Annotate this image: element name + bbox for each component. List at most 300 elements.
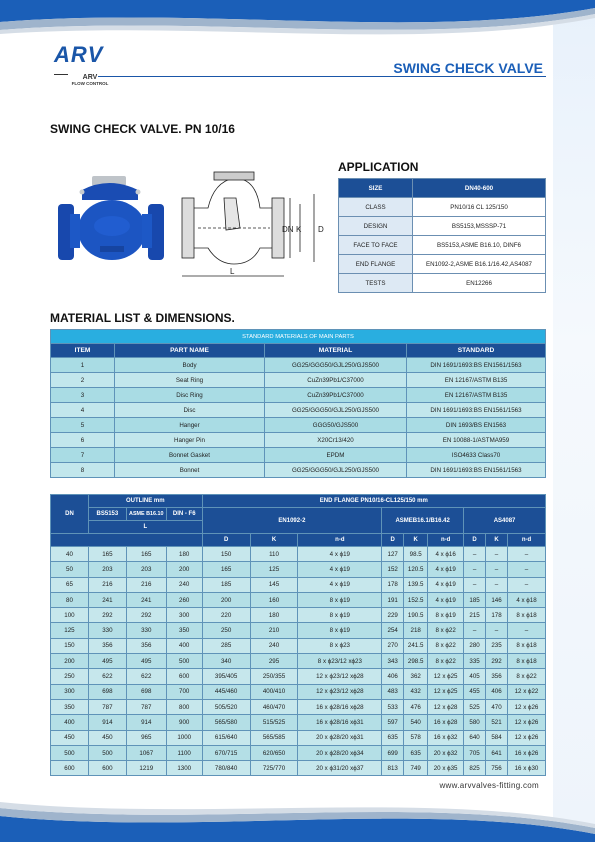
dimensions-cell: 8 x ϕ22 [428, 623, 464, 638]
dimensions-cell: 635 [382, 730, 404, 745]
dimensions-cell: 813 [382, 761, 404, 776]
dimensions-cell: 597 [382, 715, 404, 730]
dimensions-cell: 260 [166, 592, 202, 607]
dimensions-cell: 756 [486, 761, 508, 776]
dimensions-cell: 470 [486, 699, 508, 714]
dimensions-row [51, 562, 546, 577]
dimensions-cell: – [464, 562, 486, 577]
dimensions-cell: 825 [464, 761, 486, 776]
materials-cell: Seat Ring [115, 373, 265, 388]
dimensions-cell: 215 [464, 608, 486, 623]
dimensions-cell: 8 x ϕ22 [428, 638, 464, 653]
dimensions-row [51, 654, 546, 669]
materials-cell: EN 12167/ASTM B135 [407, 373, 546, 388]
dimensions-cell: 191 [382, 592, 404, 607]
dimensions-cell: 12 x ϕ26 [508, 715, 546, 730]
dimensions-row [51, 623, 546, 638]
dimensions-subheader-nd: n-d [428, 534, 464, 547]
dimensions-header-bs5153: BS5153 [88, 508, 126, 521]
dimensions-cell: 220 [202, 608, 250, 623]
dimensions-cell: 4 x ϕ19 [428, 577, 464, 592]
dimensions-cell: 80 [51, 592, 89, 607]
dimensions-cell: – [486, 562, 508, 577]
dimensions-cell: 500 [51, 745, 89, 760]
materials-cell: CuZn39Pb1/C37000 [265, 388, 407, 403]
dimensions-subheader-row [51, 534, 546, 547]
dimensions-cell: 406 [382, 669, 404, 684]
dimensions-cell: 8 x ϕ18 [508, 638, 546, 653]
logo-tagline: FLOW CONTROL [71, 81, 109, 86]
application-value: BS5153,MSSSP-71 [413, 217, 546, 236]
dimensions-cell: 780/840 [202, 761, 250, 776]
dimensions-cell: 12 x ϕ28 [428, 699, 464, 714]
dimensions-cell: 787 [126, 699, 166, 714]
dimensions-header-din: DIN - F6 [166, 508, 202, 521]
dimensions-cell: 280 [464, 638, 486, 653]
logo-name: ARV [82, 74, 98, 81]
page-title: SWING CHECK VALVE [393, 60, 543, 76]
valve-section-drawing [178, 168, 334, 286]
dimensions-cell: 405 [464, 669, 486, 684]
materials-row [51, 358, 546, 373]
dimensions-cell: 8 x ϕ19 [298, 623, 382, 638]
dimensions-cell: 125 [250, 562, 298, 577]
dimensions-row [51, 608, 546, 623]
materials-header-part: PART NAME [115, 344, 265, 358]
dimensions-cell: 241 [126, 592, 166, 607]
dimensions-cell: 292 [486, 654, 508, 669]
materials-cell: DIN 1693/BS EN1563 [407, 418, 546, 433]
application-row [339, 217, 546, 236]
dimensions-cell: 640 [464, 730, 486, 745]
dimensions-cell: 705 [464, 745, 486, 760]
dimensions-cell: 210 [250, 623, 298, 638]
dimensions-cell: 110 [250, 547, 298, 562]
materials-cell: EPDM [265, 448, 407, 463]
dimensions-cell: 150 [51, 638, 89, 653]
dimensions-subheader-d: D [382, 534, 404, 547]
dimensions-cell: 455 [464, 684, 486, 699]
dimensions-cell: 127 [382, 547, 404, 562]
dimensions-cell: 615/640 [202, 730, 250, 745]
dimensions-cell: 298.5 [404, 654, 428, 669]
application-header-row [339, 179, 546, 198]
dimensions-cell: 356 [486, 669, 508, 684]
dimensions-cell: 178 [382, 577, 404, 592]
dimensions-row [51, 547, 546, 562]
application-label: CLASS [339, 198, 413, 217]
materials-cell: 5 [51, 418, 115, 433]
dimensions-subheader-nd: n-d [298, 534, 382, 547]
dimensions-subheader-k: K [404, 534, 428, 547]
dimensions-cell: 180 [166, 547, 202, 562]
dimensions-cell: 250 [51, 669, 89, 684]
dimensions-cell: 356 [126, 638, 166, 653]
dimensions-cell: 165 [202, 562, 250, 577]
dimensions-cell: 699 [382, 745, 404, 760]
dimensions-cell: 12 x ϕ23/12 xϕ28 [298, 669, 382, 684]
dimensions-cell: 495 [126, 654, 166, 669]
dimensions-cell: – [508, 577, 546, 592]
dimensions-cell: 250/355 [250, 669, 298, 684]
dimensions-cell: 749 [404, 761, 428, 776]
materials-cell: DIN 1691/1693:BS EN1561/1563 [407, 463, 546, 478]
dimensions-cell: 218 [404, 623, 428, 638]
dimensions-row [51, 669, 546, 684]
dimensions-cell: 505/520 [202, 699, 250, 714]
dimensions-cell: 406 [486, 684, 508, 699]
materials-header-standard: STANDARD [407, 344, 546, 358]
dimensions-cell: 165 [88, 547, 126, 562]
materials-header-item: ITEM [51, 344, 115, 358]
materials-cell: 8 [51, 463, 115, 478]
dimensions-cell: 620/650 [250, 745, 298, 760]
dimensions-header-dn: DN [51, 495, 89, 534]
dimensions-cell: 445/460 [202, 684, 250, 699]
dimensions-cell: 584 [486, 730, 508, 745]
application-row [339, 255, 546, 274]
dimensions-cell: 1100 [166, 745, 202, 760]
application-size-label: SIZE [339, 179, 413, 198]
dimensions-cell: 12 x ϕ26 [508, 730, 546, 745]
dimensions-row [51, 730, 546, 745]
dimensions-cell: 200 [166, 562, 202, 577]
dimensions-cell: 635 [404, 745, 428, 760]
dimensions-row [51, 638, 546, 653]
dimensions-cell: 16 x ϕ28/16 xϕ31 [298, 715, 382, 730]
application-label: DESIGN [339, 217, 413, 236]
dimensions-cell: 65 [51, 577, 89, 592]
dimensions-cell: 356 [88, 638, 126, 653]
dimensions-header-row [51, 508, 546, 521]
application-label: FACE TO FACE [339, 236, 413, 255]
dimensions-cell: 200 [51, 654, 89, 669]
dimensions-cell: 16 x ϕ26 [508, 745, 546, 760]
dimensions-header-asme: ASME B16.10 [126, 508, 166, 521]
dimensions-header-as4087: AS4087 [464, 508, 546, 534]
dimensions-cell: – [464, 547, 486, 562]
dimensions-cell: 160 [250, 592, 298, 607]
materials-cell: Bonnet Gasket [115, 448, 265, 463]
application-label: END FLANGE [339, 255, 413, 274]
dimensions-subheader-k: K [486, 534, 508, 547]
dimensions-cell: 580 [464, 715, 486, 730]
dimensions-cell: 120.5 [404, 562, 428, 577]
dimensions-cell: 190.5 [404, 608, 428, 623]
materials-cell: Hanger Pin [115, 433, 265, 448]
dimensions-cell: 16 x ϕ32 [428, 730, 464, 745]
application-size-value: DN40-600 [413, 179, 546, 198]
dimensions-cell: 432 [404, 684, 428, 699]
dimensions-cell: 350 [51, 699, 89, 714]
application-title: APPLICATION [338, 160, 419, 174]
dimensions-cell: 700 [166, 684, 202, 699]
dimensions-cell: 178 [486, 608, 508, 623]
dimensions-cell: 292 [88, 608, 126, 623]
footer-swoosh-graphic [0, 782, 595, 842]
dimensions-cell: 8 x ϕ19 [428, 608, 464, 623]
dimensions-table [50, 494, 546, 776]
dimensions-cell: 8 x ϕ23/12 xϕ23 [298, 654, 382, 669]
dimensions-cell: 100 [51, 608, 89, 623]
dimensions-cell: 203 [88, 562, 126, 577]
materials-row [51, 388, 546, 403]
dimensions-cell: 4 x ϕ19 [298, 562, 382, 577]
dimensions-cell: 395/405 [202, 669, 250, 684]
dimensions-cell: 150 [202, 547, 250, 562]
materials-row [51, 373, 546, 388]
dimensions-header-en1092: EN1092-2 [202, 508, 382, 534]
dimensions-cell: 125 [51, 623, 89, 638]
dimensions-cell: 8 x ϕ22 [508, 669, 546, 684]
dimensions-cell: 12 x ϕ25 [428, 684, 464, 699]
dimensions-cell: 476 [404, 699, 428, 714]
dimensions-cell: 50 [51, 562, 89, 577]
application-value: EN1092-2,ASME B16.1/16.42,AS4087 [413, 255, 546, 274]
dimensions-cell: 270 [382, 638, 404, 653]
dimensions-cell: 483 [382, 684, 404, 699]
materials-cell: EN 10088-1/ASTMA959 [407, 433, 546, 448]
materials-row [51, 463, 546, 478]
dimensions-cell: 8 x ϕ22 [428, 654, 464, 669]
dimensions-cell: 600 [166, 669, 202, 684]
dimensions-row [51, 715, 546, 730]
dimensions-cell: 450 [51, 730, 89, 745]
dimensions-cell: 900 [166, 715, 202, 730]
dimensions-header-asmeb16: ASMEB16.1/B16.42 [382, 508, 464, 534]
dimensions-cell: 292 [126, 608, 166, 623]
dimensions-cell: 16 x ϕ28 [428, 715, 464, 730]
application-value: BS5153,ASME B16.10, DINF6 [413, 236, 546, 255]
dimensions-cell: 216 [88, 577, 126, 592]
dimensions-cell: 300 [51, 684, 89, 699]
application-table [338, 178, 546, 293]
dimensions-cell: – [486, 577, 508, 592]
dimensions-cell: 16 x ϕ30 [508, 761, 546, 776]
dimensions-cell: 600 [88, 761, 126, 776]
dimensions-cell: 240 [250, 638, 298, 653]
dimensions-subheader-d: D [202, 534, 250, 547]
dimensions-cell: 1000 [166, 730, 202, 745]
dimensions-row [51, 684, 546, 699]
materials-table [50, 329, 546, 478]
materials-cell: ISO4633 Class70 [407, 448, 546, 463]
dimensions-cell: 460/470 [250, 699, 298, 714]
materials-cell: Body [115, 358, 265, 373]
dimensions-cell: 152.5 [404, 592, 428, 607]
dimensions-cell: 515/525 [250, 715, 298, 730]
dimensions-cell: 965 [126, 730, 166, 745]
dimensions-cell: 400 [51, 715, 89, 730]
dimensions-cell: 400 [166, 638, 202, 653]
materials-cell: X20Cr13/420 [265, 433, 407, 448]
dimensions-cell: 20 x ϕ32 [428, 745, 464, 760]
dimensions-cell: 350 [166, 623, 202, 638]
dimensions-cell: 1219 [126, 761, 166, 776]
dimensions-row [51, 699, 546, 714]
dimensions-cell: 8 x ϕ23 [298, 638, 382, 653]
dimensions-cell: 622 [88, 669, 126, 684]
dimensions-cell: 4 x ϕ19 [298, 547, 382, 562]
dimensions-cell: 12 x ϕ25 [428, 669, 464, 684]
dimensions-cell: – [486, 547, 508, 562]
dimensions-cell: 600 [51, 761, 89, 776]
dimensions-cell: 525 [464, 699, 486, 714]
materials-cell: CuZn39Pb1/C37000 [265, 373, 407, 388]
dimensions-cell: 185 [464, 592, 486, 607]
dimensions-cell: 20 x ϕ31/20 xϕ37 [298, 761, 382, 776]
dim-label-dn: DN [282, 225, 294, 234]
dimensions-cell: 533 [382, 699, 404, 714]
materials-header-row [51, 344, 546, 358]
materials-cell: Disc [115, 403, 265, 418]
dimensions-cell: 4 x ϕ19 [428, 592, 464, 607]
dimensions-cell: 20 x ϕ28/20 xϕ31 [298, 730, 382, 745]
dimensions-subheader-d: D [464, 534, 486, 547]
dimensions-subheader-k: K [250, 534, 298, 547]
dimensions-cell: 180 [250, 608, 298, 623]
website-url: www.arvvalves-fitting.com [439, 781, 539, 790]
dimensions-cell: – [508, 623, 546, 638]
dimensions-cell: 565/580 [202, 715, 250, 730]
application-row [339, 236, 546, 255]
dimensions-cell: 185 [202, 577, 250, 592]
materials-cell: GG25/GGG50/GJL250/GJS500 [265, 403, 407, 418]
page-side-strip [553, 10, 595, 842]
dimensions-cell: 139.5 [404, 577, 428, 592]
materials-row [51, 418, 546, 433]
materials-title: MATERIAL LIST & DIMENSIONS. [50, 311, 235, 325]
materials-row [51, 448, 546, 463]
dimensions-cell: 670/715 [202, 745, 250, 760]
dimensions-cell: 330 [126, 623, 166, 638]
dimensions-cell: 145 [250, 577, 298, 592]
materials-cell: Hanger [115, 418, 265, 433]
dimensions-cell: 400/410 [250, 684, 298, 699]
dimensions-cell: 725/770 [250, 761, 298, 776]
dimensions-cell: 250 [202, 623, 250, 638]
dimensions-cell: 4 x ϕ19 [298, 577, 382, 592]
dim-label-d: D [318, 225, 324, 234]
header-rule [98, 76, 546, 77]
dimensions-cell: 4 x ϕ18 [508, 592, 546, 607]
dimensions-row [51, 592, 546, 607]
dimensions-header-l: L [88, 521, 202, 534]
dimensions-cell: 641 [486, 745, 508, 760]
dimensions-cell: 1067 [126, 745, 166, 760]
materials-cell: 7 [51, 448, 115, 463]
dimensions-cell: 240 [166, 577, 202, 592]
materials-cell: 2 [51, 373, 115, 388]
dimensions-cell: 622 [126, 669, 166, 684]
materials-cell: DIN 1691/1693:BS EN1561/1563 [407, 403, 546, 418]
materials-cell: GG25/GGG50/GJL250/GJS500 [265, 463, 407, 478]
materials-cell: 3 [51, 388, 115, 403]
dimensions-cell: 4 x ϕ16 [428, 547, 464, 562]
dimensions-subheader-blank [51, 534, 203, 547]
materials-cell: GG25/GGG50/GJL250/GJS500 [265, 358, 407, 373]
dim-label-l: L [230, 267, 235, 276]
dimensions-cell: 12 x ϕ22 [508, 684, 546, 699]
materials-row [51, 433, 546, 448]
dimensions-cell: 216 [126, 577, 166, 592]
dimensions-cell: 500 [88, 745, 126, 760]
materials-cell: GGG50/GJS500 [265, 418, 407, 433]
dimensions-cell: 20 x ϕ35 [428, 761, 464, 776]
dimensions-cell: 500 [166, 654, 202, 669]
dimensions-cell: 98.5 [404, 547, 428, 562]
dimensions-cell: 540 [404, 715, 428, 730]
dim-label-k: K [296, 225, 302, 234]
materials-cell: EN 12167/ASTM B135 [407, 388, 546, 403]
dimensions-cell: 340 [202, 654, 250, 669]
dimensions-cell: – [508, 547, 546, 562]
application-label: TESTS [339, 274, 413, 293]
dimensions-cell: 295 [250, 654, 298, 669]
logo-mark: ARV [54, 42, 104, 67]
materials-caption: STANDARD MATERIALS OF MAIN PARTS [51, 330, 546, 344]
dimensions-cell: 229 [382, 608, 404, 623]
materials-cell: 1 [51, 358, 115, 373]
materials-cell: 4 [51, 403, 115, 418]
company-logo [54, 44, 126, 86]
dimensions-cell: 203 [126, 562, 166, 577]
dimensions-cell: 12 x ϕ26 [508, 699, 546, 714]
dimensions-cell: 698 [126, 684, 166, 699]
materials-cell: DIN 1691/1693:BS EN1561/1563 [407, 358, 546, 373]
application-value: PN10/16 CL 125/150 [413, 198, 546, 217]
dimensions-cell: 8 x ϕ19 [298, 608, 382, 623]
dimensions-cell: 1300 [166, 761, 202, 776]
dimensions-subheader-nd: n-d [508, 534, 546, 547]
application-row [339, 198, 546, 217]
application-value: EN12266 [413, 274, 546, 293]
dimensions-header-outline: OUTLINE mm [88, 495, 202, 508]
dimensions-cell: 8 x ϕ18 [508, 654, 546, 669]
materials-caption-row [51, 330, 546, 344]
dimensions-cell: – [486, 623, 508, 638]
dimensions-cell: 698 [88, 684, 126, 699]
product-title: SWING CHECK VALVE. PN 10/16 [50, 122, 235, 136]
dimensions-cell: 152 [382, 562, 404, 577]
dimensions-cell: 8 x ϕ19 [298, 592, 382, 607]
dimensions-cell: – [464, 623, 486, 638]
dimensions-cell: 241.5 [404, 638, 428, 653]
dimensions-row [51, 761, 546, 776]
dimensions-cell: 495 [88, 654, 126, 669]
dimensions-cell: 40 [51, 547, 89, 562]
dimensions-cell: 362 [404, 669, 428, 684]
dimensions-row [51, 745, 546, 760]
dimensions-cell: 8 x ϕ18 [508, 608, 546, 623]
dimensions-cell: 300 [166, 608, 202, 623]
dimensions-cell: 330 [88, 623, 126, 638]
dimensions-cell: 521 [486, 715, 508, 730]
logo-divider [54, 74, 68, 75]
dimensions-cell: 241 [88, 592, 126, 607]
dimensions-cell: 565/585 [250, 730, 298, 745]
materials-row [51, 403, 546, 418]
dimensions-cell: – [508, 562, 546, 577]
materials-cell: 6 [51, 433, 115, 448]
dimensions-cell: 285 [202, 638, 250, 653]
dimensions-cell: 4 x ϕ19 [428, 562, 464, 577]
dimensions-cell: 914 [88, 715, 126, 730]
dimensions-row [51, 577, 546, 592]
dimensions-cell: 20 x ϕ28/20 xϕ34 [298, 745, 382, 760]
dimensions-cell: 787 [88, 699, 126, 714]
dimensions-cell: 165 [126, 547, 166, 562]
